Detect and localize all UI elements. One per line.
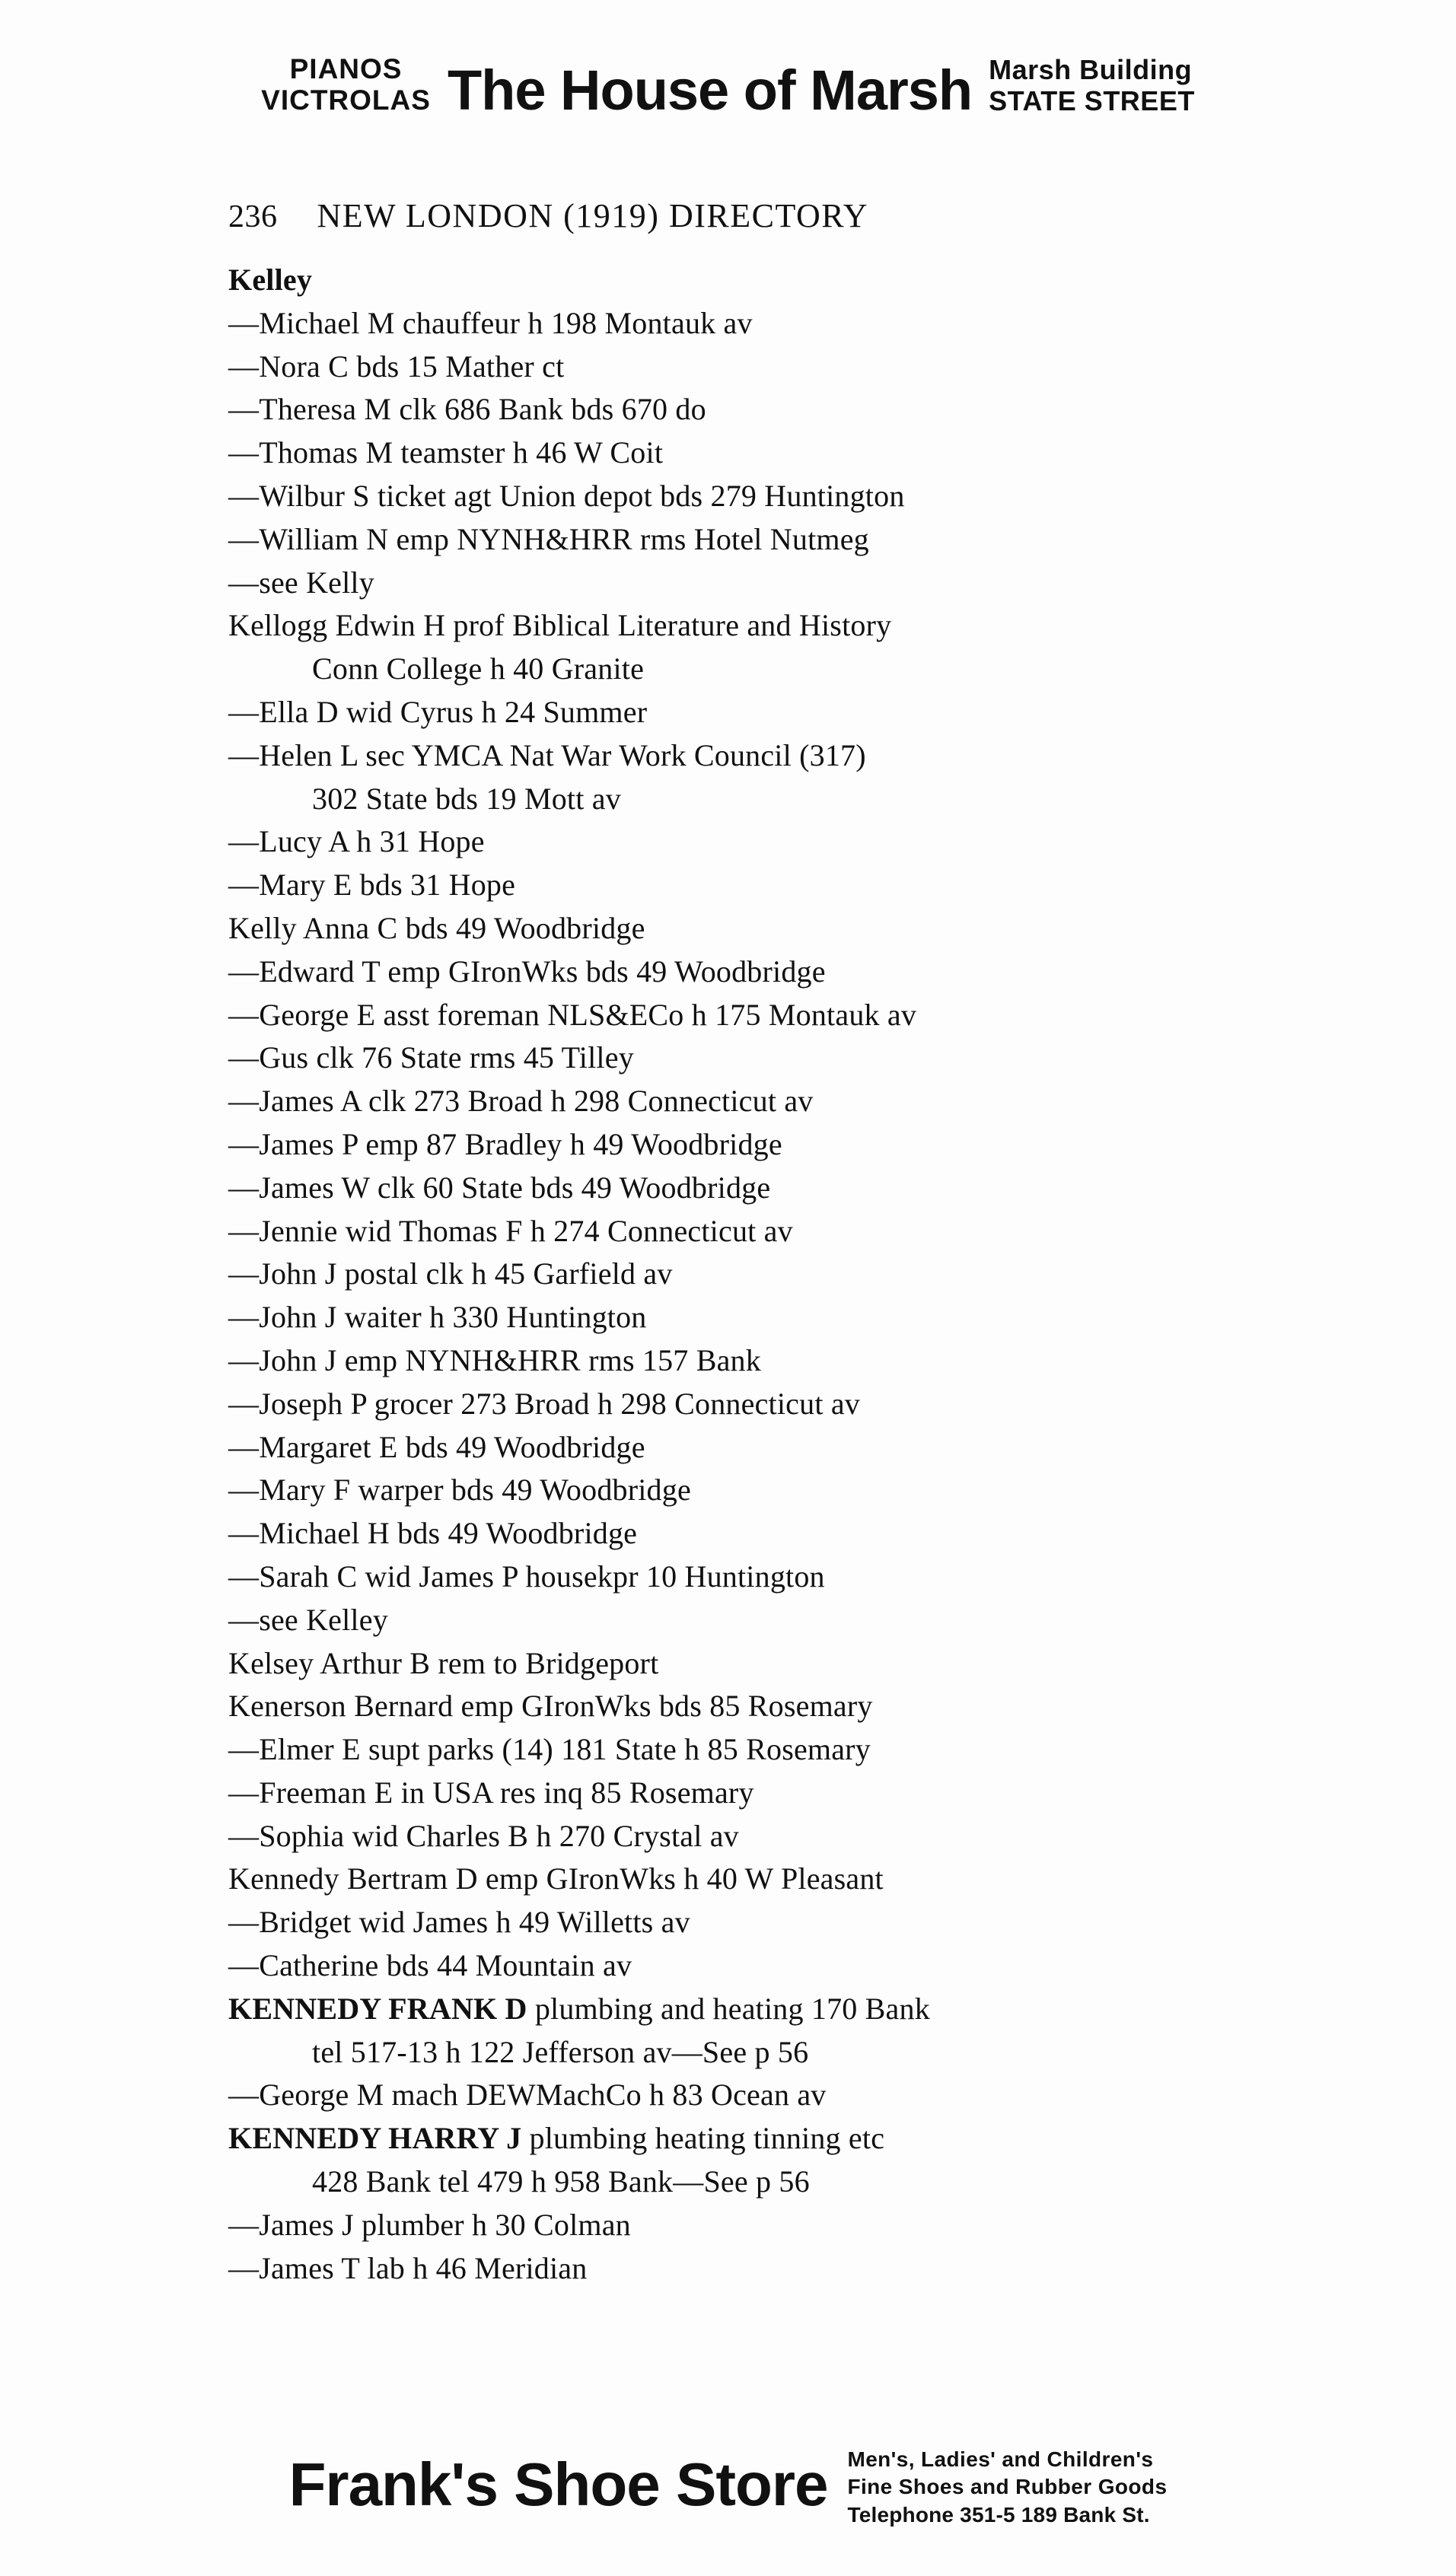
directory-entry: —George E asst foreman NLS&ECo h 175 Montauk av [228,997,917,1032]
bottom-advertisement [0,2441,1456,2529]
page-number: 236 [228,199,278,234]
directory-entry: —Sophia wid Charles B h 270 Crystal av [228,1818,739,1853]
directory-entry: —Lucy A h 31 Hope [228,824,485,859]
directory-entry-continuation: 302 State bds 19 Mott av [312,781,621,816]
directory-entry: —James J plumber h 30 Colman [228,2207,631,2242]
bottom-ad-line-3: Telephone 351-5 189 Bank St. [847,2502,1150,2527]
directory-entry: —John J waiter h 330 Huntington [228,1300,647,1335]
directory-entry: —James T lab h 46 Meridian [228,2250,588,2285]
directory-entry: —Mary E bds 31 Hope [228,868,516,903]
top-advertisement [0,53,1456,124]
directory-entry: —Michael M chauffeur h 198 Montauk av [228,305,753,340]
top-ad-title: The House of Marsh [447,58,973,122]
directory-entry: —James A clk 273 Broad h 298 Connecticut av [228,1084,814,1119]
business-details: plumbing and heating 170 Bank [527,1991,930,2026]
directory-title: NEW LONDON (1919) DIRECTORY [317,197,868,234]
directory-entry: Kelsey Arthur B rem to Bridgeport [228,1645,659,1680]
directory-section-heading: Kelley [228,263,313,297]
bottom-ad-details [847,2441,1167,2529]
directory-entry: —John J postal clk h 45 Garfield av [228,1256,673,1291]
bottom-ad-line-1: Men's, Ladies' and Children's [847,2447,1154,2471]
top-ad-street-label: STATE STREET [989,84,1195,116]
directory-entry: Kellogg Edwin H prof Biblical Literature and History [228,608,892,643]
business-name: KENNEDY HARRY J [228,2121,522,2156]
directory-entry: —Theresa M clk 686 Bank bds 670 do [228,392,706,427]
directory-entry: —James W clk 60 State bds 49 Woodbridge [228,1170,771,1205]
directory-entry: —Ella D wid Cyrus h 24 Summer [228,694,648,729]
top-ad-pianos-label: PIANOS [289,53,403,84]
directory-business-entry [228,1988,1309,2031]
directory-entry: —Joseph P grocer 273 Broad h 298 Connecticut av [228,1386,860,1421]
directory-business-entry [228,2117,1309,2160]
top-ad-left-text [261,53,431,124]
directory-entry: —Sarah C wid James P housekpr 10 Huntington [228,1559,825,1594]
business-details: plumbing heating tinning etc [521,2121,885,2156]
directory-entry: —Mary F warper bds 49 Woodbridge [228,1473,691,1508]
top-ad-victrolas-label: VICTROLAS [261,84,431,116]
bottom-ad-title: Frank's Shoe Store [288,2450,828,2519]
directory-entry: —Jennie wid Thomas F h 274 Connecticut av [228,1213,793,1248]
directory-entry: —John J emp NYNH&HRR rms 157 Bank [228,1342,761,1377]
directory-entry: —Freeman E in USA res inq 85 Rosemary [228,1775,754,1810]
directory-entry: —Bridget wid James h 49 Willetts av [228,1905,690,1940]
directory-entry: —Edward T emp GIronWks bds 49 Woodbridge [228,954,826,989]
directory-entry: —Wilbur S ticket agt Union depot bds 279 Huntington [228,478,905,513]
directory-entry: —Michael H bds 49 Woodbridge [228,1516,638,1551]
directory-entry: —Nora C bds 15 Mather ct [228,349,565,384]
directory-entry: Kelly Anna C bds 49 Woodbridge [228,910,645,945]
directory-entry: —Margaret E bds 49 Woodbridge [228,1429,645,1464]
directory-entry-continuation: Conn College h 40 Granite [312,651,645,686]
directory-entry: Kenerson Bernard emp GIronWks bds 85 Rosemary [228,1689,873,1724]
directory-entry: Kennedy Bertram D emp GIronWks h 40 W Pleasant [228,1861,884,1896]
top-ad-address [989,54,1195,124]
directory-entry: —Elmer E supt parks (14) 181 State h 85 Rosemary [228,1732,871,1767]
directory-entry: —Gus clk 76 State rms 45 Tilley [228,1040,634,1075]
directory-entry: —Helen L sec YMCA Nat War Work Council (317) [228,737,866,772]
business-name: KENNEDY FRANK D [228,1991,527,2026]
directory-entry: —see Kelly [228,565,374,600]
directory-entry: —James P emp 87 Bradley h 49 Woodbridge [228,1126,782,1161]
directory-entry-continuation: 428 Bank tel 479 h 958 Bank—See p 56 [312,2164,810,2199]
directory-entry: —Catherine bds 44 Mountain av [228,1948,632,1983]
bottom-ad-line-2: Fine Shoes and Rubber Goods [847,2475,1168,2499]
top-ad-building-label: Marsh Building [989,53,1193,85]
directory-entry: —Thomas M teamster h 46 W Coit [228,435,664,470]
directory-entry-continuation: tel 517-13 h 122 Jefferson av—See p 56 [312,2034,809,2069]
directory-entry: —see Kelley [228,1602,388,1637]
directory-entry: —William N emp NYNH&HRR rms Hotel Nutmeg [228,521,869,556]
directory-entry-list [228,259,1309,2290]
directory-entry: —George M mach DEWMachCo h 83 Ocean av [228,2078,827,2113]
running-head [0,196,1456,235]
